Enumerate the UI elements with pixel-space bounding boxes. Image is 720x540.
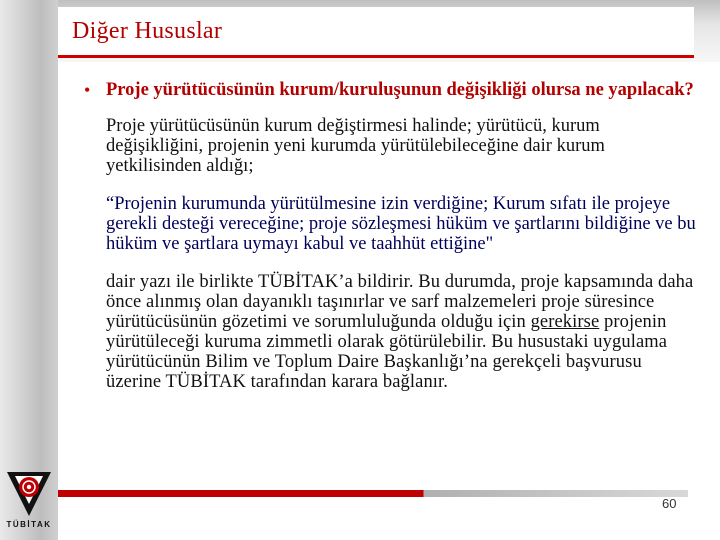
underlined-word: gerekirse bbox=[530, 312, 600, 332]
page-number: 60 bbox=[662, 496, 677, 511]
details-text-end: projenin yürütüleceği kuruma zimmetli olarak götürülebilir. Bu husustaki uygulama yürütücünün Bilim ve Toplum Daire Başkanlığı’na gerekçeli başvurusu üzerine TÜBİTAK tarafından karara bağlanır. bbox=[106, 312, 668, 392]
paragraph-details bbox=[74, 272, 699, 392]
bullet-item bbox=[74, 80, 699, 100]
footer-divider bbox=[58, 490, 688, 497]
quoted-statement: “Projenin kurumunda yürütülmesine izin verdiğine; Kurum sıfatı ile projeye gerekli desteği vereceğine; proje sözleşmesi hüküm ve şartlarını bildiğine ve bu hüküm ve şartlara uymayı kabul ve taahhüt ettiğine" bbox=[106, 194, 696, 254]
title-underline bbox=[58, 55, 694, 58]
slide-content bbox=[74, 80, 699, 392]
bullet-icon: • bbox=[84, 80, 91, 100]
left-decor-bar bbox=[0, 0, 58, 540]
paragraph-intro: Proje yürütücüsünün kurum değiştirmesi halinde; yürütücü, kurum değişikliğini, projenin yeni kurumda yürütülebileceğine dair kurum yetkilisinden aldığı; bbox=[106, 116, 605, 176]
slide-title: Diğer Hususlar bbox=[72, 18, 223, 44]
details-text-start: dair yazı ile birlikte TÜBİTAK’a bildirir. Bu durumda, proje kapsamında daha önce alınmış olan dayanıklı taşınırlar ve sarf malzemeleri proje süresince yürütücüsünün gözetimi ve sorumluluğunda olduğu için bbox=[106, 272, 694, 332]
bullet-question: Proje yürütücüsünün kurum/kuruluşunun değişikliği olursa ne yapılacak? bbox=[106, 80, 694, 100]
logo-wordmark: TÜBİTAK bbox=[6, 520, 52, 529]
